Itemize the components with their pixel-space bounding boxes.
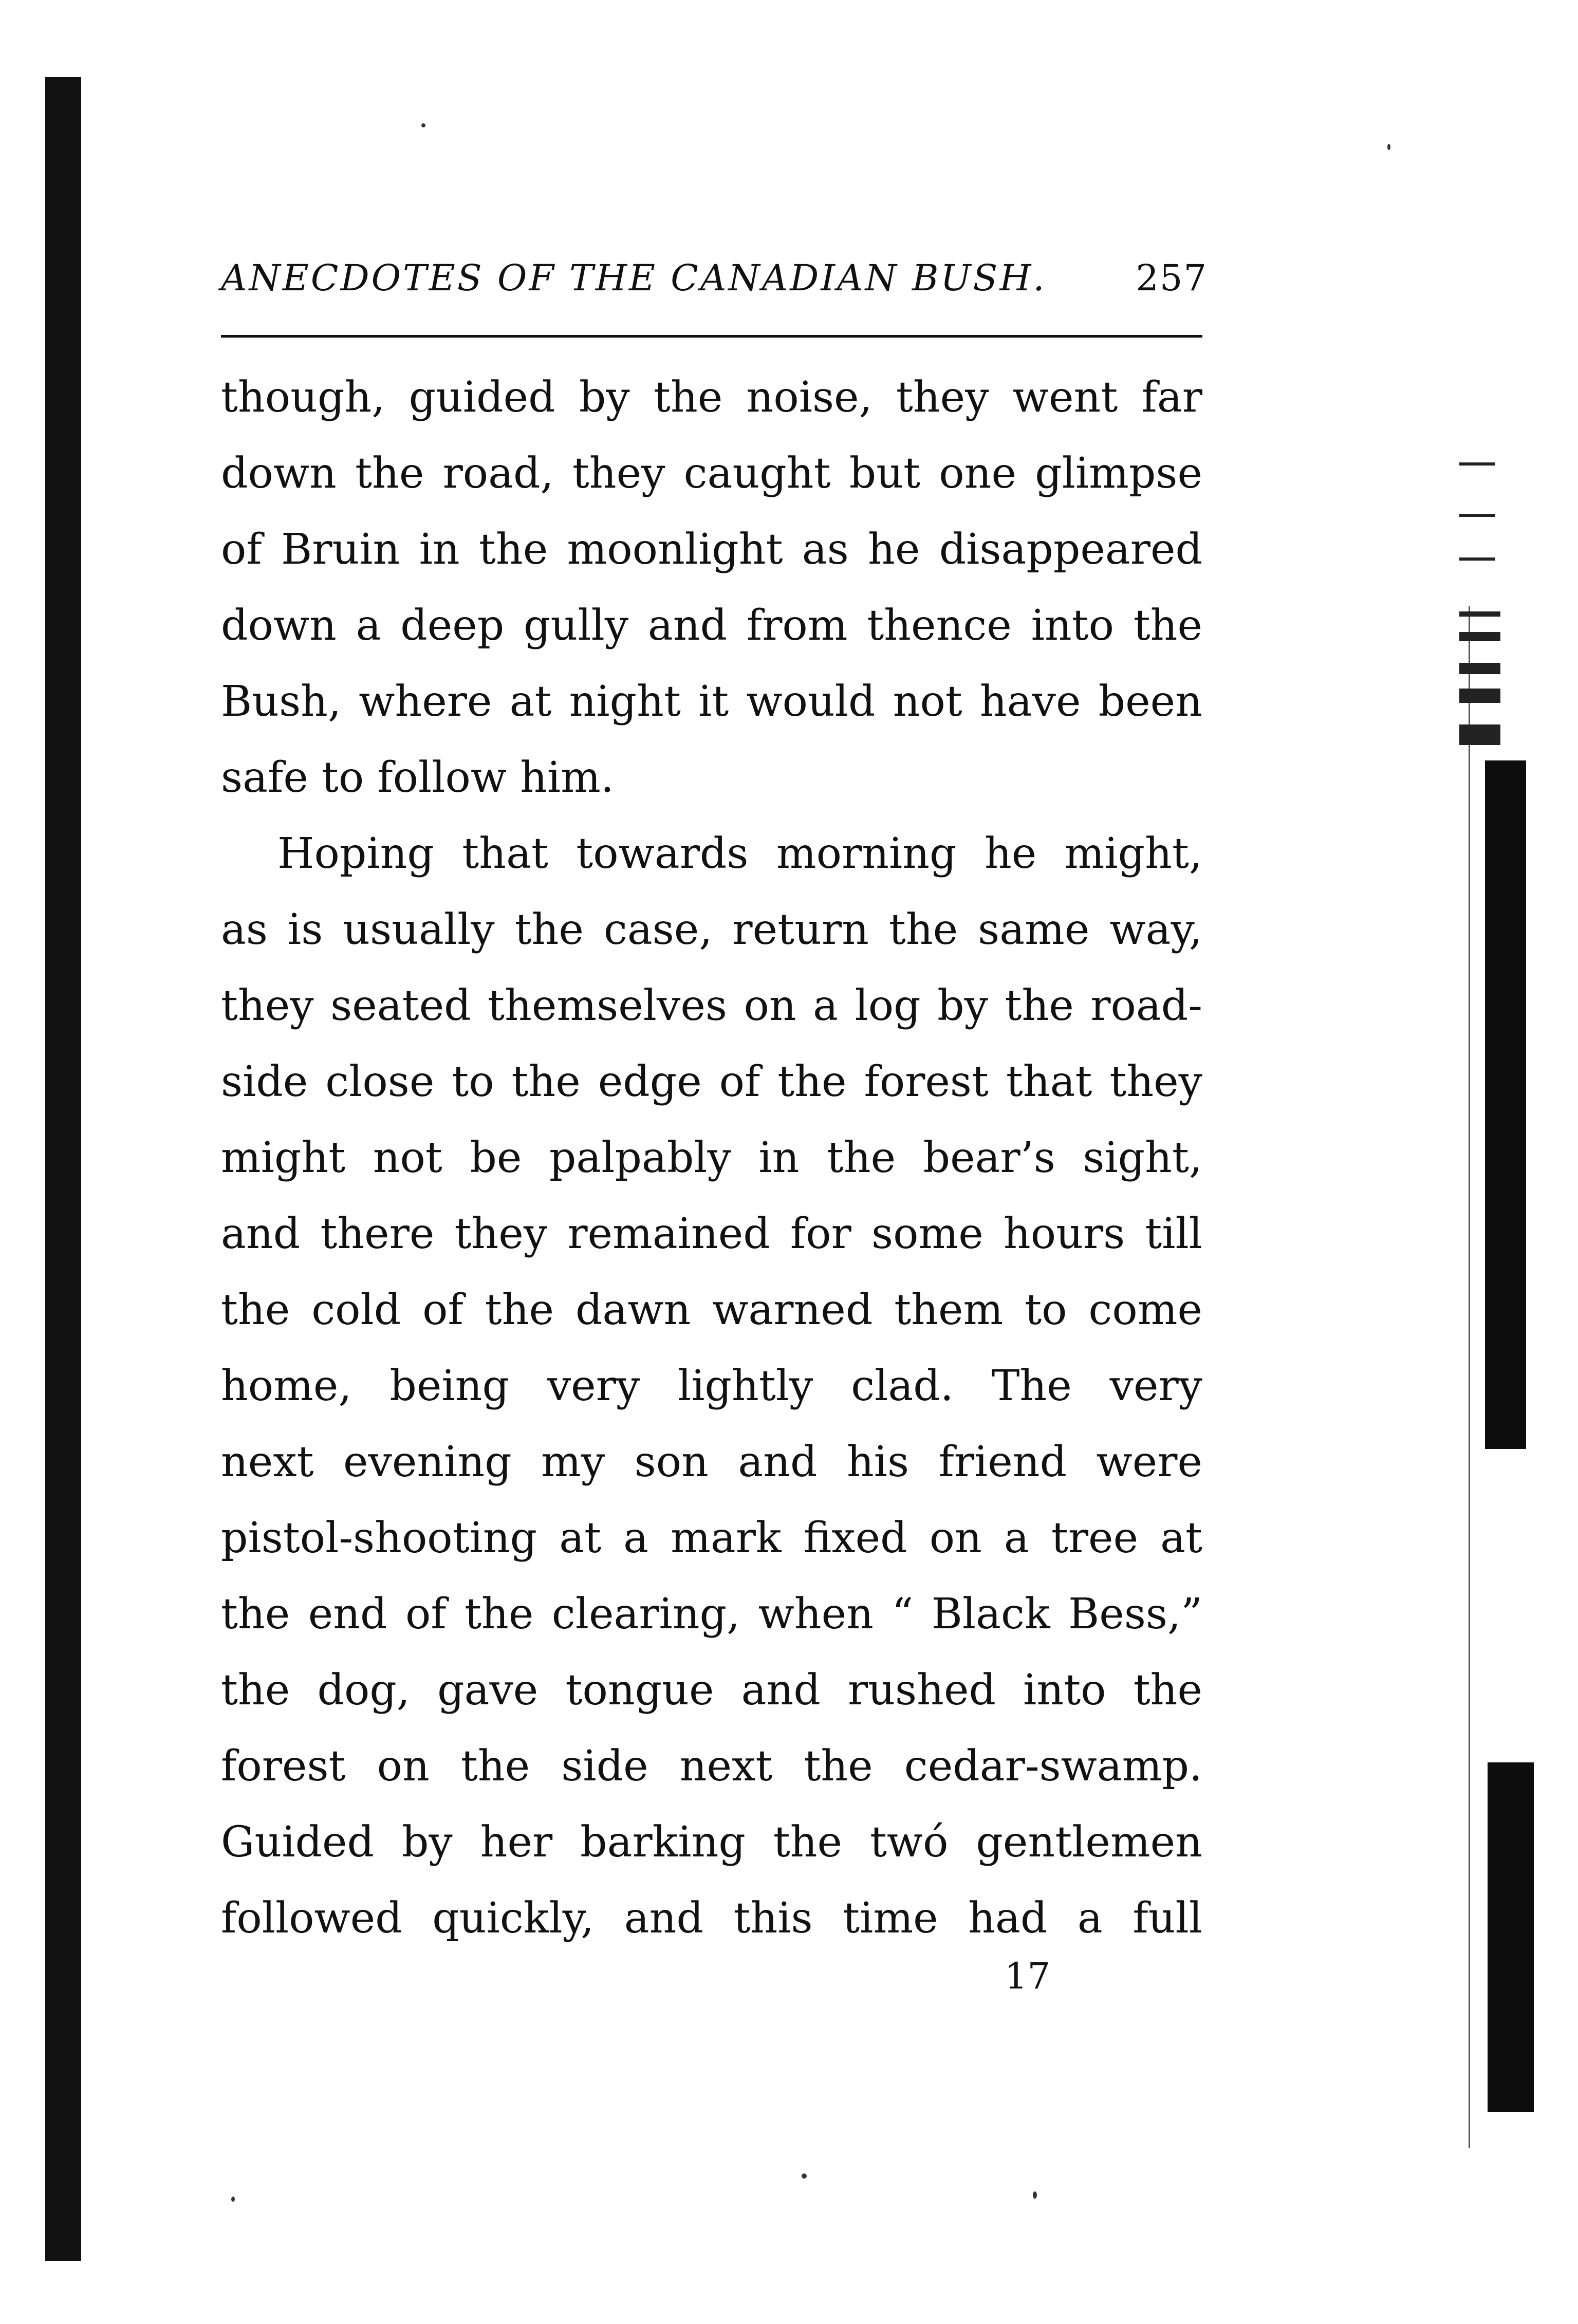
text-line: might not be palpably in the bear’s sight,: [221, 1133, 1202, 1182]
text-line: and there they remained for some hours till: [221, 1210, 1202, 1258]
scan-speck: [1033, 2191, 1037, 2199]
scan-speck: [231, 2197, 235, 2202]
paragraph: [221, 360, 1202, 816]
page-number: 257: [1136, 257, 1208, 299]
text-line: they seated themselves on a log by the road-: [221, 981, 1202, 1030]
text-line: Bush, where at night it would not have been: [221, 677, 1202, 726]
scan-edge-tick: [1459, 611, 1500, 617]
text-line: forest on the side next the cedar-swamp.: [221, 1742, 1202, 1791]
text-line: of Bruin in the moonlight as he disappeared: [221, 525, 1202, 574]
scan-edge-tick: [1459, 724, 1500, 745]
text-line: though, guided by the noise, they went far: [221, 373, 1202, 422]
body-text: [221, 360, 1202, 1957]
text-line: safe to follow him.: [221, 753, 614, 802]
scan-edge-tick: [1459, 663, 1500, 674]
text-line: home, being very lightly clad. The very: [221, 1362, 1202, 1410]
text-line: as is usually the case, return the same way,: [221, 905, 1202, 954]
running-head: [221, 257, 1208, 303]
scan-edge-tick: [1459, 689, 1500, 703]
text-line: down the road, they caught but one glimpse: [221, 449, 1202, 498]
text-line: side close to the edge of the forest that they: [221, 1057, 1202, 1106]
text-line: the cold of the dawn warned them to come: [221, 1286, 1202, 1334]
signature-mark: 17: [1005, 1955, 1051, 1997]
paragraph: [221, 816, 1202, 1957]
text-line: the dog, gave tongue and rushed into the: [221, 1666, 1202, 1715]
scan-edge-tick: [1459, 514, 1495, 517]
running-head-title: ANECDOTES OF THE CANADIAN BUSH.: [221, 257, 1047, 299]
scan-edge-tick: [1459, 462, 1495, 466]
scan-edge-strip-lower: [1488, 1762, 1534, 2112]
scan-edge-line: [1469, 606, 1470, 2148]
scan-speck: [802, 2173, 807, 2179]
scan-edge-tick: [1459, 557, 1495, 561]
text-line: pistol-shooting at a mark fixed on a tree at: [221, 1514, 1202, 1563]
scan-speck: [421, 123, 425, 127]
binding-shadow: [45, 77, 81, 2261]
text-line: Guided by her barking the twó gentlemen: [221, 1818, 1202, 1867]
text-line: Hoping that towards morning he might,: [277, 829, 1202, 878]
scan-edge-strip-upper: [1485, 760, 1526, 1449]
text-line: down a deep gully and from thence into the: [221, 601, 1202, 650]
text-line: next evening my son and his friend were: [221, 1438, 1202, 1486]
scan-edge-tick: [1459, 632, 1500, 641]
text-line: followed quickly, and this time had a full: [221, 1894, 1202, 1943]
scan-speck: [1387, 144, 1390, 150]
text-line: the end of the clearing, when “ Black Bess,”: [221, 1590, 1202, 1639]
header-rule: [221, 335, 1202, 338]
